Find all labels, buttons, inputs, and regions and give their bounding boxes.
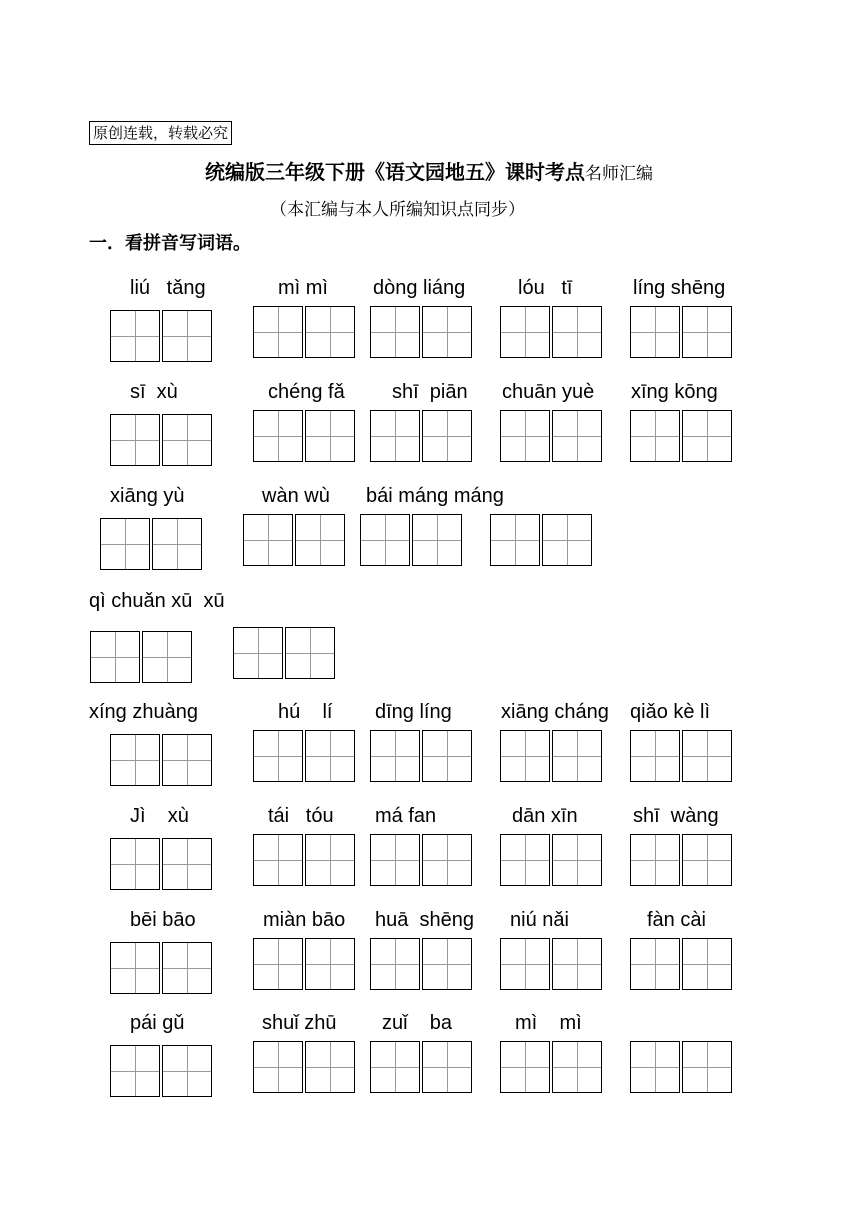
grid-cell[interactable]: [552, 410, 602, 462]
pinyin-label: miàn bāo: [263, 909, 346, 931]
writing-grid[interactable]: [100, 518, 202, 570]
pinyin-label: chuān yuè: [502, 381, 595, 403]
grid-cell[interactable]: [630, 1041, 680, 1093]
grid-cell[interactable]: [552, 938, 602, 990]
grid-cell[interactable]: [682, 834, 732, 886]
grid-cell[interactable]: [110, 1045, 160, 1097]
copyright-stamp: 原创连载，转载必究: [89, 121, 232, 145]
grid-cell[interactable]: [295, 514, 345, 566]
pinyin-label: hú lí: [278, 701, 333, 723]
grid-cell[interactable]: [422, 306, 472, 358]
writing-grid[interactable]: [253, 730, 355, 782]
writing-grid[interactable]: [370, 306, 472, 358]
writing-grid[interactable]: [110, 838, 212, 890]
grid-cell[interactable]: [305, 1041, 355, 1093]
grid-cell[interactable]: [500, 730, 550, 782]
grid-cell[interactable]: [305, 938, 355, 990]
grid-cell[interactable]: [305, 306, 355, 358]
grid-cell[interactable]: [253, 306, 303, 358]
writing-grid[interactable]: [253, 938, 355, 990]
writing-grid[interactable]: [370, 938, 472, 990]
grid-cell[interactable]: [162, 1045, 212, 1097]
writing-grid[interactable]: [253, 410, 355, 462]
pinyin-label: shī wàng: [633, 805, 719, 827]
writing-grid[interactable]: [630, 410, 732, 462]
writing-grid[interactable]: [243, 514, 345, 566]
writing-grid[interactable]: [370, 834, 472, 886]
pinyin-label: xīng kōng: [631, 381, 718, 403]
grid-cell[interactable]: [370, 938, 420, 990]
grid-cell[interactable]: [110, 310, 160, 362]
writing-grid[interactable]: [490, 514, 592, 566]
pinyin-label: dòng liáng: [373, 277, 466, 299]
grid-cell[interactable]: [305, 730, 355, 782]
grid-cell[interactable]: [110, 734, 160, 786]
pinyin-label: qì chuǎn xū xū: [89, 590, 225, 612]
grid-cell[interactable]: [110, 414, 160, 466]
grid-cell[interactable]: [412, 514, 462, 566]
writing-grid[interactable]: [110, 1045, 212, 1097]
writing-grid[interactable]: [500, 938, 602, 990]
pinyin-label: má fan: [375, 805, 437, 827]
pinyin-label: mì mì: [278, 277, 328, 299]
pinyin-label: sī xù: [130, 381, 178, 403]
pinyin-label: chéng fǎ: [268, 381, 345, 403]
grid-cell[interactable]: [630, 306, 680, 358]
section-heading: 一．看拼音写词语。: [89, 233, 251, 254]
grid-cell[interactable]: [490, 514, 540, 566]
grid-cell[interactable]: [253, 730, 303, 782]
grid-cell[interactable]: [370, 834, 420, 886]
grid-cell[interactable]: [162, 734, 212, 786]
grid-cell[interactable]: [500, 834, 550, 886]
grid-cell[interactable]: [253, 410, 303, 462]
writing-grid[interactable]: [253, 834, 355, 886]
grid-cell[interactable]: [142, 631, 192, 683]
pinyin-label: xiāng cháng: [501, 701, 609, 723]
grid-cell[interactable]: [110, 942, 160, 994]
grid-cell[interactable]: [552, 1041, 602, 1093]
pinyin-label: shuǐ zhū: [262, 1012, 337, 1034]
grid-cell[interactable]: [500, 1041, 550, 1093]
grid-cell[interactable]: [370, 730, 420, 782]
writing-grid[interactable]: [110, 310, 212, 362]
writing-grid[interactable]: [110, 942, 212, 994]
grid-cell[interactable]: [233, 627, 283, 679]
grid-cell[interactable]: [552, 306, 602, 358]
grid-cell[interactable]: [370, 1041, 420, 1093]
writing-grid[interactable]: [500, 1041, 602, 1093]
writing-grid[interactable]: [253, 1041, 355, 1093]
grid-cell[interactable]: [360, 514, 410, 566]
grid-cell[interactable]: [682, 938, 732, 990]
grid-cell[interactable]: [110, 838, 160, 890]
grid-cell[interactable]: [630, 834, 680, 886]
writing-grid[interactable]: [370, 730, 472, 782]
writing-grid[interactable]: [630, 730, 732, 782]
grid-cell[interactable]: [552, 834, 602, 886]
grid-cell[interactable]: [305, 834, 355, 886]
grid-cell[interactable]: [500, 938, 550, 990]
writing-grid[interactable]: [630, 938, 732, 990]
pinyin-label: niú nǎi: [510, 909, 569, 931]
pinyin-label: shī piān: [392, 381, 468, 403]
grid-cell[interactable]: [682, 306, 732, 358]
document-title: [205, 158, 653, 188]
grid-cell[interactable]: [500, 410, 550, 462]
pinyin-label: bēi bāo: [130, 909, 196, 931]
pinyin-label: líng shēng: [633, 277, 726, 299]
grid-cell[interactable]: [162, 942, 212, 994]
grid-cell[interactable]: [630, 730, 680, 782]
pinyin-label: wàn wù: [262, 485, 330, 507]
writing-grid[interactable]: [370, 1041, 472, 1093]
document-subtitle: （本汇编与本人所编知识点同步）: [270, 200, 525, 220]
title-suffix: 名师汇编: [585, 164, 653, 184]
grid-cell[interactable]: [370, 306, 420, 358]
grid-cell[interactable]: [253, 834, 303, 886]
grid-cell[interactable]: [285, 627, 335, 679]
grid-cell[interactable]: [552, 730, 602, 782]
pinyin-label: xíng zhuàng: [89, 701, 198, 723]
grid-cell[interactable]: [253, 938, 303, 990]
grid-cell[interactable]: [542, 514, 592, 566]
writing-grid[interactable]: [500, 730, 602, 782]
grid-cell[interactable]: [422, 410, 472, 462]
pinyin-label: liú tǎng: [130, 277, 206, 299]
pinyin-label: xiāng yù: [110, 485, 185, 507]
writing-grid[interactable]: [630, 834, 732, 886]
grid-cell[interactable]: [630, 410, 680, 462]
pinyin-label: qiǎo kè lì: [630, 701, 711, 723]
writing-grid[interactable]: [110, 414, 212, 466]
writing-grid[interactable]: [360, 514, 462, 566]
grid-cell[interactable]: [422, 938, 472, 990]
grid-cell[interactable]: [630, 938, 680, 990]
pinyin-label: huā shēng: [375, 909, 474, 931]
pinyin-label: dīng líng: [375, 701, 452, 723]
writing-grid[interactable]: [630, 306, 732, 358]
title-main: 统编版三年级下册《语文园地五》课时考点: [205, 160, 585, 184]
pinyin-label: Jì xù: [130, 805, 189, 827]
writing-grid[interactable]: [370, 410, 472, 462]
pinyin-label: tái tóu: [268, 805, 334, 827]
writing-grid[interactable]: [500, 834, 602, 886]
grid-cell[interactable]: [162, 310, 212, 362]
grid-cell[interactable]: [305, 410, 355, 462]
grid-cell[interactable]: [422, 834, 472, 886]
grid-cell[interactable]: [90, 631, 140, 683]
grid-cell[interactable]: [682, 1041, 732, 1093]
writing-grid[interactable]: [500, 306, 602, 358]
pinyin-label: fàn cài: [647, 909, 706, 931]
writing-grid[interactable]: [90, 631, 192, 683]
grid-cell[interactable]: [422, 730, 472, 782]
grid-cell[interactable]: [162, 414, 212, 466]
writing-grid[interactable]: [253, 306, 355, 358]
writing-grid[interactable]: [110, 734, 212, 786]
grid-cell[interactable]: [100, 518, 150, 570]
grid-cell[interactable]: [422, 1041, 472, 1093]
pinyin-label: pái gǔ: [130, 1012, 185, 1034]
grid-cell[interactable]: [682, 730, 732, 782]
grid-cell[interactable]: [682, 410, 732, 462]
grid-cell[interactable]: [500, 306, 550, 358]
pinyin-label: zuǐ ba: [382, 1012, 453, 1034]
pinyin-label: lóu tī: [518, 277, 573, 299]
grid-cell[interactable]: [243, 514, 293, 566]
writing-grid[interactable]: [500, 410, 602, 462]
grid-cell[interactable]: [253, 1041, 303, 1093]
writing-grid[interactable]: [233, 627, 335, 679]
pinyin-label: bái máng máng: [366, 485, 504, 507]
writing-grid[interactable]: [630, 1041, 732, 1093]
grid-cell[interactable]: [370, 410, 420, 462]
pinyin-label: mì mì: [515, 1012, 582, 1034]
pinyin-label: dān xīn: [512, 805, 578, 827]
grid-cell[interactable]: [162, 838, 212, 890]
grid-cell[interactable]: [152, 518, 202, 570]
